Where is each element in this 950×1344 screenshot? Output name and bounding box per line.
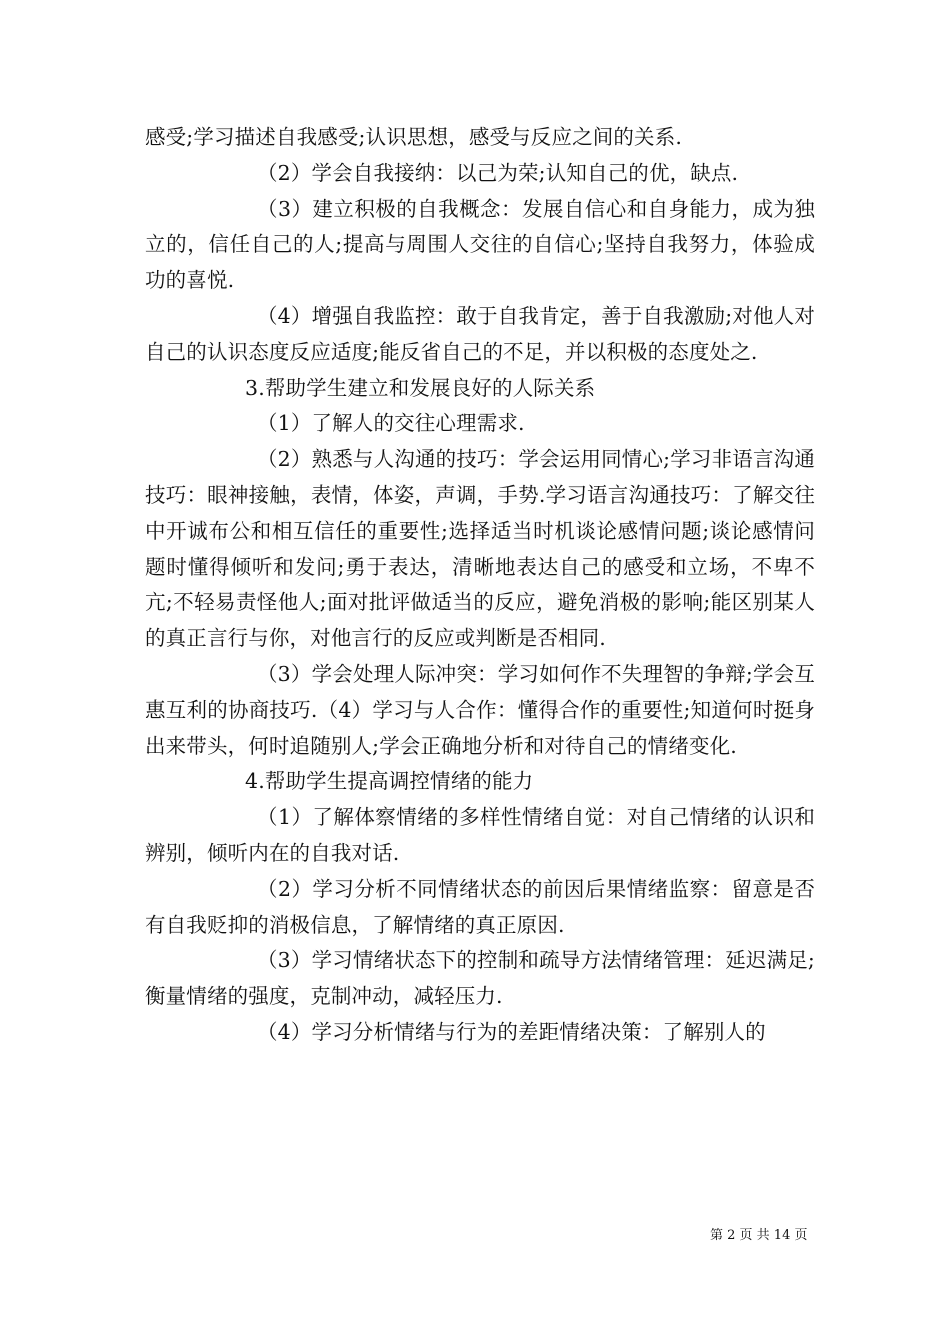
section-heading: 3.帮助学生建立和发展良好的人际关系 [245, 375, 596, 400]
paragraph-item: （3）学会处理人际冲突：学习如何作不失理智的争辩;学会互惠互利的协商技巧.（4）学习与人合作：懂得合作的重要性;知道何时挺身出来带头，何时追随别人;学会正确地分析和对待自己的情绪变化. [145, 661, 815, 758]
paragraph-item: （3）学习情绪状态下的控制和疏导方法情绪管理：延迟满足;衡量情绪的强度，克制冲动，减轻压力. [145, 948, 815, 1009]
paragraph-item: （2）熟悉与人沟通的技巧：学会运用同情心;学习非语言沟通技巧：眼神接触，表情，体姿，声调，手势.学习语言沟通技巧：了解交往中开诚布公和相互信任的重要性;选择适当时机谈论感情问题;谈论感情问题时懂得倾听和发问;勇于表达，清晰地表达自己的感受和立场，不卑不亢;不轻易责怪他人;面对批评做适当的反应，避免消极的影响;能区别某人的真正言行与你，对他言行的反应或判断是否相同. [145, 447, 815, 651]
page-number: 第 2 页 共 14 页 [710, 1228, 808, 1243]
paragraph-item: （4）增强自我监控：敢于自我肯定，善于自我激励;对他人对自己的认识态度反应适度;能反省自己的不足，并以积极的态度处之. [145, 303, 815, 364]
paragraph-continuation: 感受;学习描述自我感受;认识思想，感受与反应之间的关系. [145, 125, 683, 149]
section-heading: 4.帮助学生提高调控情绪的能力 [245, 769, 534, 794]
paragraph-item: （1）了解人的交往心理需求. [257, 411, 525, 436]
paragraph-item: （1）了解体察情绪的多样性情绪自觉：对自己情绪的认识和辨别，倾听内在的自我对话. [145, 805, 815, 865]
paragraph-item: （2）学会自我接纳：以己为荣;认知自己的优，缺点. [257, 160, 739, 185]
paragraph-item: （2）学习分析不同情绪状态的前因后果情绪监察：留意是否有自我贬抑的消极信息，了解情绪的真正原因. [145, 876, 815, 937]
paragraph-item: （4）学习分析情绪与行为的差距情绪决策：了解别人的 [257, 1019, 766, 1044]
document-body [145, 120, 815, 1051]
paragraph-item: （3）建立积极的自我概念：发展自信心和自身能力，成为独立的，信任自己的人;提高与周围人交往的自信心;坚持自我努力，体验成功的喜悦. [145, 196, 815, 293]
